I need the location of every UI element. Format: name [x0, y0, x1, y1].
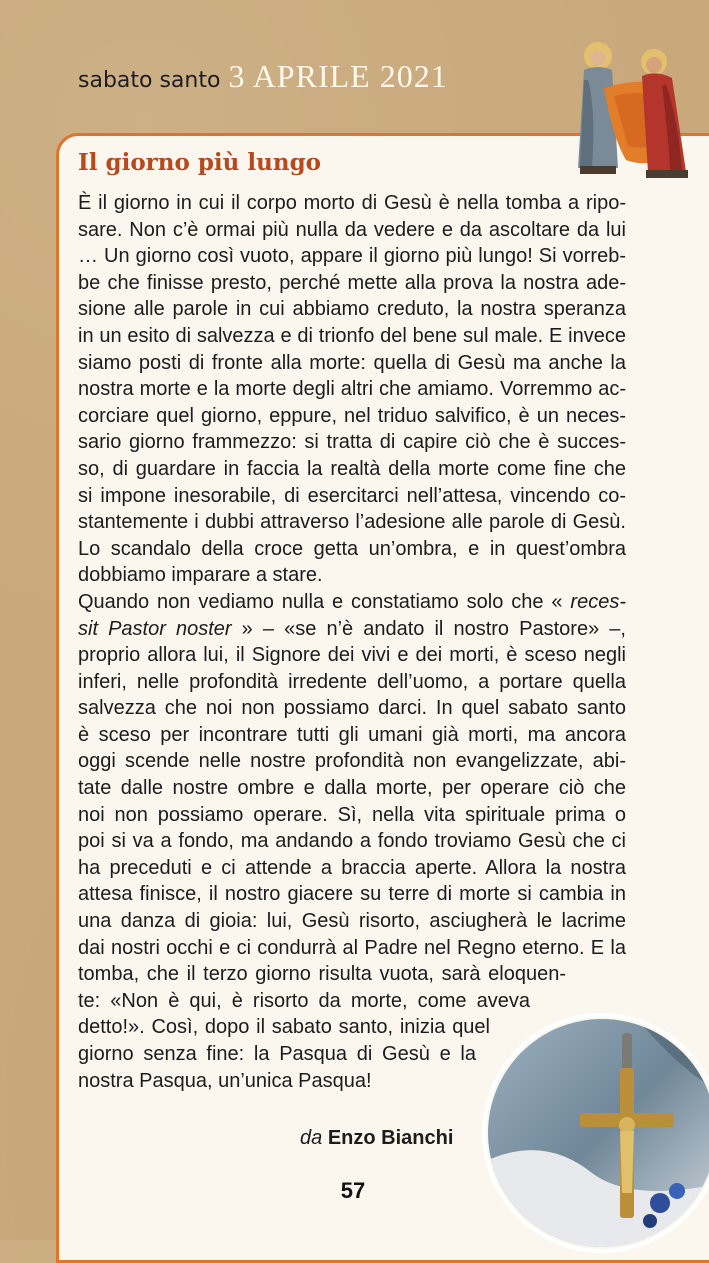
- text-line: [78, 589, 626, 616]
- text-line: tate dalle nostre ombre e dalla morte, per operare ciò che: [78, 777, 626, 800]
- author-name: Enzo Bianchi: [327, 1127, 454, 1149]
- text-line: proprio allora lui, il Signore dei vivi e dei morti, è sceso negli: [78, 644, 626, 667]
- text-line: salvezza che noi non possiamo darci. In quel sabato santo: [78, 697, 626, 720]
- text-line: be che finisse presto, perché mette alla prova la nostra ade-: [78, 271, 626, 294]
- text-run: Quando non vediamo nulla e constatiamo solo che «: [78, 590, 571, 613]
- text-line: te: «Non è qui, è risorto da morte, come aveva: [78, 989, 530, 1012]
- page-number: 57: [340, 1178, 366, 1203]
- text-line: corciare quel giorno, eppure, nel triduo salvifico, è un neces-: [78, 404, 626, 427]
- text-line: … Un giorno così vuoto, appare il giorno più lungo! Si vorreb-: [78, 245, 626, 268]
- text-line: poi si va a fondo, ma andando a fondo troviamo Gesù che ci: [78, 830, 626, 853]
- text-line: so, di guardare in faccia la realtà della morte come fine che: [78, 457, 626, 480]
- text-line: si impone inesorabile, di esercitarci nell’attesa, vincendo co-: [78, 484, 626, 507]
- text-line: stantemente i dubbi attraverso l’adesione alle parole di Gesù.: [78, 511, 626, 534]
- two-saints-fresco-illustration: [566, 40, 702, 185]
- text-line: oggi scende nelle nostre profondità non evangelizzate, abi-: [78, 750, 626, 773]
- article-body: [78, 190, 626, 1094]
- text-line: È il giorno in cui il corpo morto di Gesù è nella tomba a ripo-: [78, 192, 626, 214]
- text-line: una danza di gioia: lui, Gesù risorto, asciugherà le lacrime: [78, 910, 626, 933]
- text-line: sario giorno frammezzo: si tratta di capire ciò che è succes-: [78, 431, 626, 454]
- date-label: 3 APRILE 2021: [228, 58, 448, 94]
- article-title: Il giorno più lungo: [78, 149, 322, 176]
- text-line: nostra Pasqua, un’unica Pasqua!: [78, 1069, 372, 1092]
- text-line: [78, 616, 626, 643]
- paragraph-1: [78, 190, 626, 589]
- text-run: » – «se n’è andato il nostro Pastore» –,: [231, 617, 626, 640]
- text-line: sare. Non c’è ormai più nulla da vedere e da ascoltare da lui: [78, 218, 626, 241]
- text-line: nostra morte e la morte degli altri che amiamo. Vorremmo ac-: [78, 378, 626, 401]
- text-line: giorno senza fine: la Pasqua di Gesù e la: [78, 1043, 476, 1065]
- latin-quote: reces-: [570, 590, 626, 613]
- author-prefix: da: [300, 1127, 323, 1149]
- text-line: detto!». Così, dopo il sabato santo, inizia quel: [78, 1016, 490, 1039]
- crucifix-pendant-photo: [482, 1013, 709, 1253]
- text-line: Lo scandalo della croce getta un’ombra, e in quest’ombra: [78, 537, 626, 560]
- text-line: dobbiamo imparare a stare.: [78, 564, 323, 587]
- text-line: ha preceduti e ci attende a braccia aperte. Allora la nostra: [78, 856, 626, 879]
- weekday-label: sabato santo: [78, 68, 221, 93]
- author-credit: [300, 1127, 453, 1150]
- text-line: in un esito di salvezza e di trionfo del bene sul male. E invece: [78, 324, 626, 347]
- text-line: tomba, che il terzo giorno risulta vuota, sarà eloquen-: [78, 963, 566, 986]
- text-line: dai nostri occhi e ci condurrà al Padre nel Regno eterno. E la: [78, 936, 626, 959]
- text-line: siamo posti di fronte alla morte: quella di Gesù ma anche la: [78, 351, 626, 374]
- text-line: sione alle parole in cui abbiamo creduto, la nostra speranza: [78, 298, 626, 321]
- page-header: [78, 58, 448, 98]
- text-line: inferi, nelle profondità irredente dell’uomo, a portare quella: [78, 670, 626, 693]
- text-line: è sceso per incontrare tutti gli umani già morti, ma ancora: [78, 723, 626, 746]
- text-line: attesa finisce, il nostro giacere su terre di morte si cambia in: [78, 883, 626, 906]
- text-line: noi non possiamo operare. Sì, nella vita spirituale prima o: [78, 803, 626, 826]
- latin-quote: sit Pastor noster: [78, 617, 232, 640]
